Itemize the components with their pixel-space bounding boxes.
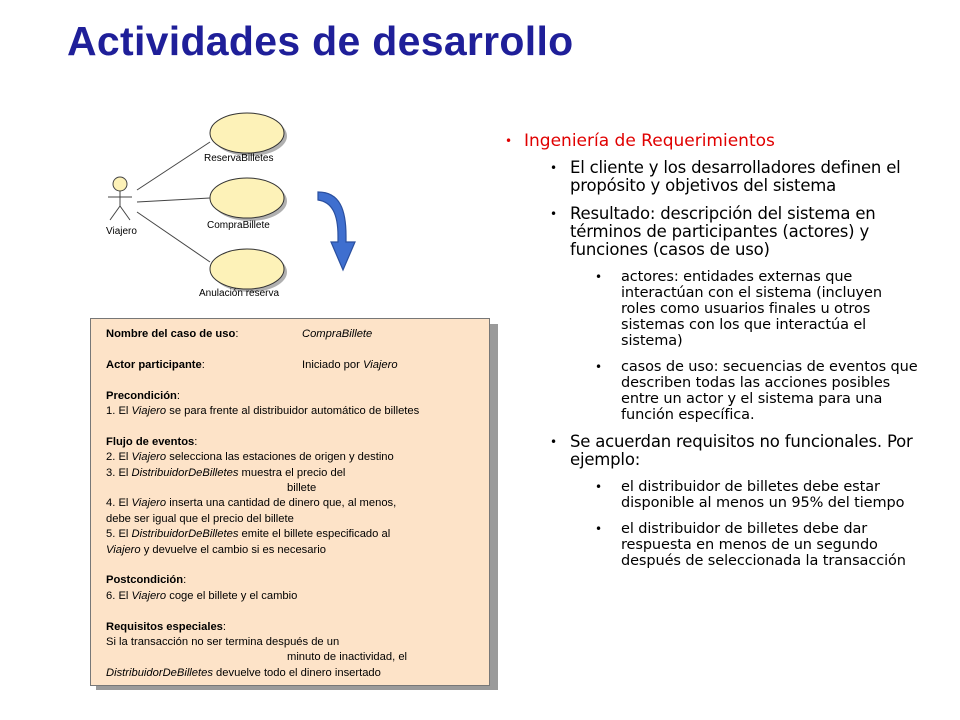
spec-req-label: Requisitos especiales (106, 620, 223, 633)
spec-req-line-3: DistribuidorDeBilletes devuelve todo el dinero insertado (106, 666, 381, 679)
spec-flow-step-4-cont: debe ser igual que el precio del billete (106, 512, 294, 525)
spec-actor-label: Actor participante (106, 358, 202, 371)
usecase-label-compra: CompraBillete (207, 220, 270, 231)
spec-actor-value: Viajero (362, 358, 398, 371)
spec-req-line-1: Si la transacción no ser termina después de un (106, 636, 340, 649)
bullet-requirements-engineering: • Ingeniería de Requerimientos (505, 131, 775, 151)
spec-pre-label: Precondición (106, 389, 177, 402)
slide-title: Actividades de desarrollo (67, 18, 574, 64)
spec-name-value: CompraBillete (302, 328, 373, 340)
flow-arrow-icon (318, 192, 355, 270)
spec-flow-step-2: 2. El Viajero selecciona las estaciones de origen y destino (106, 451, 394, 464)
usecase-ellipse-compra (210, 178, 284, 218)
bullet-response-time: • el distribuidor de billetes debe dar respuesta en menos de un segundo después de seleccionada la transacción (595, 521, 906, 569)
spec-pre-step-1: 1. El Viajero se para frente al distribuidor automático de billetes (106, 405, 420, 417)
spec-req-line-2: minuto de inactividad, el (287, 651, 408, 664)
spec-flow-step-5-cont: Viajero y devuelve el cambio si es necesario (106, 543, 326, 556)
spec-flow-label: Flujo de eventos (106, 435, 195, 448)
usecase-label-anulacion: Anulación reserva (199, 288, 280, 299)
bullet-list (500, 132, 920, 579)
association-lines (137, 142, 210, 262)
spec-flow-step-5: 5. El DistribuidorDeBilletes emite el billete especificado al (106, 528, 391, 541)
spec-post-step-6: 6. El Viajero coge el billete y el cambio (106, 589, 298, 602)
bullet-client-developers: • El cliente y los desarrolladores definen el propósito y objetivos del sistema (550, 158, 901, 195)
use-case-spec-box: Nombre del caso de uso: CompraBillete Actor participante: Iniciado por Viajero Precondición: 1. El Viajero se para frente al distribuidor automático de billetes Flujo de eventos: 2. El Viajero selecciona las estaciones de origen y destino 3. El DistribuidorDeBilletes muestra el precio del billete 4. El Viajero inserta una cantidad de dinero que, al menos, debe ser igual que el precio del billete 5. El DistribuidorDeBilletes emite el billete especificado al Viajero y devuelve el cambio si es necesario Postcondición: 6. El Viajero coge el billete y el cambio Requisitos especiales: Si la transacción no ser termina después de un minuto de inactividad, el DistribuidorDeBilletes devuelve todo el dinero insertado (90, 318, 490, 686)
spec-flow-step-3-cont: billete (287, 482, 317, 495)
actor-label: Viajero (106, 226, 137, 237)
bullet-result: • Resultado: descripción del sistema en términos de participantes (actores) y funciones (casos de uso) (550, 204, 876, 259)
actor-stick-figure (108, 177, 132, 220)
bullet-use-cases: • casos de uso: secuencias de eventos que describen todas las acciones posibles entre un actor y el sistema para una función específica. (595, 359, 918, 423)
usecase-ellipse-reserva (210, 113, 284, 153)
bullet-nonfunctional: • Se acuerdan requisitos no funcionales. Por ejemplo: (550, 432, 913, 469)
spec-flow-step-4: 4. El Viajero inserta una cantidad de dinero que, al menos, (106, 497, 397, 510)
usecase-ellipse-anulacion (210, 249, 284, 289)
bullet-actors: • actores: entidades externas que interactúan con el sistema (incluyen roles como usuarios finales u otros sistemas con los que interactúa el sistema) (595, 269, 882, 349)
spec-post-label: Postcondición (106, 574, 184, 587)
spec-flow-step-3: 3. El DistribuidorDeBilletes muestra el precio del (106, 466, 346, 479)
spec-name-label: Nombre del caso de uso (106, 328, 236, 340)
usecase-label-reserva: ReservaBilletes (204, 153, 274, 164)
spec-actor-prefix: Iniciado por (302, 358, 363, 371)
bullet-availability: • el distribuidor de billetes debe estar disponible al menos un 95% del tiempo (595, 479, 905, 511)
